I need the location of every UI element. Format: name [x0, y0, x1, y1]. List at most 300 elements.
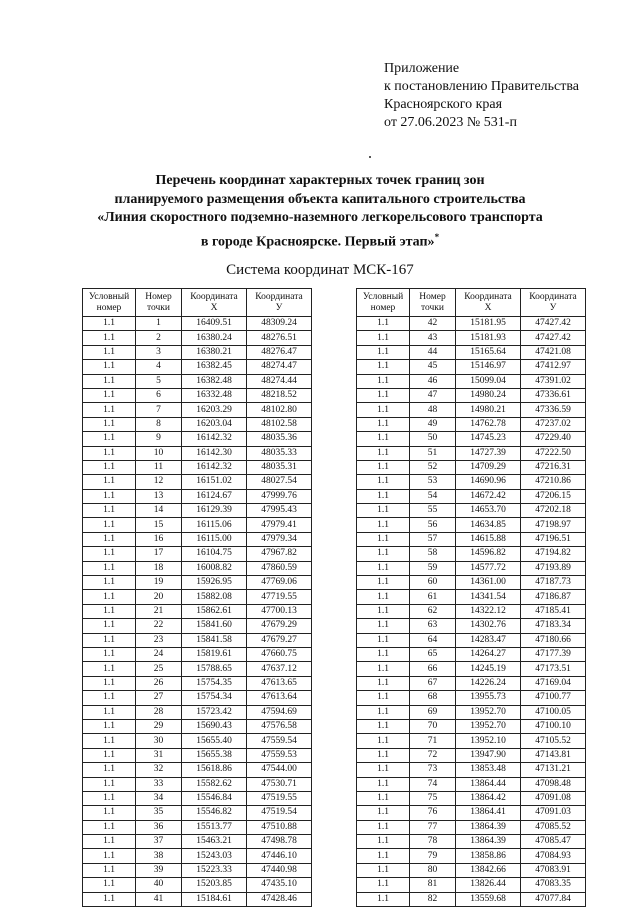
coordinate-y-cell: 47196.51: [521, 532, 586, 546]
coordinate-y-cell: 47186.87: [521, 590, 586, 604]
table-row: [83, 633, 312, 647]
coordinate-x-cell: 13842.66: [456, 863, 521, 877]
coordinate-y-cell: 48035.36: [247, 432, 312, 446]
point-number-cell: 7: [136, 403, 182, 417]
coordinate-x-cell: 16008.82: [182, 561, 247, 575]
coordinate-y-cell: 47194.82: [521, 547, 586, 561]
table-row: [357, 719, 586, 733]
zone-number-cell: 1.1: [357, 705, 410, 719]
coordinates-table-left: [82, 288, 312, 907]
coordinate-y-cell: 47679.29: [247, 619, 312, 633]
header-point-number: Номер точки: [410, 289, 456, 317]
coordinate-y-cell: 47446.10: [247, 849, 312, 863]
coordinate-x-cell: 15243.03: [182, 849, 247, 863]
coordinate-x-cell: 13853.48: [456, 763, 521, 777]
zone-number-cell: 1.1: [83, 806, 136, 820]
coordinate-y-cell: 47083.91: [521, 863, 586, 877]
zone-number-cell: 1.1: [357, 791, 410, 805]
table-header-row: [357, 289, 586, 317]
zone-number-cell: 1.1: [83, 561, 136, 575]
point-number-cell: 75: [410, 791, 456, 805]
point-number-cell: 41: [136, 892, 182, 906]
point-number-cell: 81: [410, 878, 456, 892]
point-number-cell: 60: [410, 576, 456, 590]
table-row: [357, 734, 586, 748]
coordinate-x-cell: 15546.82: [182, 806, 247, 820]
coordinate-y-cell: 48027.54: [247, 475, 312, 489]
coordinate-x-cell: 15181.95: [456, 317, 521, 331]
zone-number-cell: 1.1: [357, 734, 410, 748]
coordinate-y-cell: 48309.24: [247, 317, 312, 331]
table-row: [357, 820, 586, 834]
zone-number-cell: 1.1: [83, 360, 136, 374]
zone-number-cell: 1.1: [83, 892, 136, 906]
table-row: [83, 504, 312, 518]
coordinate-x-cell: 15841.58: [182, 633, 247, 647]
table-row: [83, 662, 312, 676]
point-number-cell: 78: [410, 835, 456, 849]
table-row: [83, 331, 312, 345]
coordinate-y-cell: 47979.41: [247, 518, 312, 532]
zone-number-cell: 1.1: [83, 748, 136, 762]
coordinate-x-cell: 15546.84: [182, 791, 247, 805]
coordinate-x-cell: 13864.39: [456, 835, 521, 849]
coordinate-y-cell: 47131.21: [521, 763, 586, 777]
zone-number-cell: 1.1: [83, 691, 136, 705]
coordinate-y-cell: 47085.47: [521, 835, 586, 849]
point-number-cell: 42: [410, 317, 456, 331]
point-number-cell: 38: [136, 849, 182, 863]
zone-number-cell: 1.1: [357, 547, 410, 561]
point-number-cell: 27: [136, 691, 182, 705]
point-number-cell: 44: [410, 345, 456, 359]
table-row: [83, 806, 312, 820]
point-number-cell: 30: [136, 734, 182, 748]
table-row: [83, 576, 312, 590]
point-number-cell: 76: [410, 806, 456, 820]
coordinate-y-cell: 47660.75: [247, 647, 312, 661]
zone-number-cell: 1.1: [357, 777, 410, 791]
coordinate-y-cell: 47498.78: [247, 835, 312, 849]
table-row: [83, 791, 312, 805]
coordinate-x-cell: 16142.32: [182, 432, 247, 446]
coordinate-x-cell: 16203.04: [182, 417, 247, 431]
point-number-cell: 79: [410, 849, 456, 863]
point-number-cell: 65: [410, 647, 456, 661]
zone-number-cell: 1.1: [357, 676, 410, 690]
table-body-left: [83, 317, 312, 907]
coordinate-x-cell: 16151.02: [182, 475, 247, 489]
header-zone-number: Условный номер: [357, 289, 410, 317]
coordinate-x-cell: 15582.62: [182, 777, 247, 791]
zone-number-cell: 1.1: [357, 619, 410, 633]
coordinate-y-cell: 47222.50: [521, 446, 586, 460]
coordinates-table-right: [356, 288, 586, 907]
coordinate-x-cell: 15926.95: [182, 576, 247, 590]
coordinate-y-cell: 47440.98: [247, 863, 312, 877]
coordinate-x-cell: 15618.86: [182, 763, 247, 777]
header-coordinate-x: Координата X: [182, 289, 247, 317]
coordinate-y-cell: 47237.02: [521, 417, 586, 431]
point-number-cell: 54: [410, 489, 456, 503]
point-number-cell: 6: [136, 388, 182, 402]
table-row: [357, 532, 586, 546]
coordinate-y-cell: 47719.55: [247, 590, 312, 604]
table-row: [83, 561, 312, 575]
zone-number-cell: 1.1: [83, 590, 136, 604]
coordinate-y-cell: 47180.66: [521, 633, 586, 647]
coordinate-y-cell: 47169.04: [521, 676, 586, 690]
coordinate-x-cell: 13864.39: [456, 820, 521, 834]
point-number-cell: 53: [410, 475, 456, 489]
table-row: [83, 489, 312, 503]
point-number-cell: 47: [410, 388, 456, 402]
coordinate-y-cell: 47435.10: [247, 878, 312, 892]
coordinate-y-cell: 47336.59: [521, 403, 586, 417]
point-number-cell: 56: [410, 518, 456, 532]
annex-line-1: Приложение: [384, 61, 460, 76]
coordinate-y-cell: 47519.54: [247, 806, 312, 820]
zone-number-cell: 1.1: [357, 475, 410, 489]
zone-number-cell: 1.1: [83, 791, 136, 805]
point-number-cell: 74: [410, 777, 456, 791]
table-row: [83, 820, 312, 834]
coordinate-y-cell: 47576.58: [247, 719, 312, 733]
point-number-cell: 68: [410, 691, 456, 705]
coordinate-x-cell: 14577.72: [456, 561, 521, 575]
zone-number-cell: 1.1: [357, 561, 410, 575]
coordinate-x-cell: 16380.24: [182, 331, 247, 345]
point-number-cell: 19: [136, 576, 182, 590]
coordinate-x-cell: 13955.73: [456, 691, 521, 705]
point-number-cell: 34: [136, 791, 182, 805]
zone-number-cell: 1.1: [357, 504, 410, 518]
coordinate-y-cell: 47613.65: [247, 676, 312, 690]
table-row: [83, 763, 312, 777]
table-row: [83, 403, 312, 417]
zone-number-cell: 1.1: [83, 676, 136, 690]
zone-number-cell: 1.1: [357, 532, 410, 546]
zone-number-cell: 1.1: [83, 719, 136, 733]
coordinate-x-cell: 16332.48: [182, 388, 247, 402]
coordinate-y-cell: 47412.97: [521, 360, 586, 374]
table-row: [83, 777, 312, 791]
footnote-mark: *: [434, 231, 440, 242]
coordinate-y-cell: 47427.42: [521, 331, 586, 345]
table-row: [357, 475, 586, 489]
point-number-cell: 31: [136, 748, 182, 762]
zone-number-cell: 1.1: [83, 647, 136, 661]
zone-number-cell: 1.1: [357, 489, 410, 503]
title-line-3: «Линия скоростного подземно-наземного легкорельсового транспорта: [97, 210, 543, 225]
header-point-number: Номер точки: [136, 289, 182, 317]
coordinate-y-cell: 47428.46: [247, 892, 312, 906]
coordinate-x-cell: 15184.61: [182, 892, 247, 906]
point-number-cell: 9: [136, 432, 182, 446]
coordinate-x-cell: 15181.93: [456, 331, 521, 345]
coordinate-y-cell: 48274.47: [247, 360, 312, 374]
coordinate-y-cell: 48102.80: [247, 403, 312, 417]
table-row: [357, 576, 586, 590]
table-row: [357, 619, 586, 633]
zone-number-cell: 1.1: [83, 849, 136, 863]
table-row: [83, 460, 312, 474]
table-row: [83, 835, 312, 849]
point-number-cell: 13: [136, 489, 182, 503]
table-body-right: [357, 317, 586, 907]
zone-number-cell: 1.1: [357, 460, 410, 474]
point-number-cell: 29: [136, 719, 182, 733]
table-row: [357, 878, 586, 892]
coordinate-x-cell: 16115.00: [182, 532, 247, 546]
coordinate-y-cell: 47083.35: [521, 878, 586, 892]
table-row: [83, 863, 312, 877]
zone-number-cell: 1.1: [357, 691, 410, 705]
coordinate-y-cell: 47206.15: [521, 489, 586, 503]
table-row: [357, 676, 586, 690]
point-number-cell: 24: [136, 647, 182, 661]
point-number-cell: 11: [136, 460, 182, 474]
table-row: [83, 619, 312, 633]
zone-number-cell: 1.1: [83, 604, 136, 618]
zone-number-cell: 1.1: [83, 460, 136, 474]
table-row: [357, 777, 586, 791]
point-number-cell: 20: [136, 590, 182, 604]
coordinate-y-cell: 47216.31: [521, 460, 586, 474]
table-row: [83, 518, 312, 532]
coordinate-y-cell: 47198.97: [521, 518, 586, 532]
zone-number-cell: 1.1: [357, 892, 410, 906]
coordinate-y-cell: 47967.82: [247, 547, 312, 561]
coordinate-y-cell: 47544.00: [247, 763, 312, 777]
stray-dot: [369, 156, 371, 158]
coordinate-x-cell: 16203.29: [182, 403, 247, 417]
coordinate-y-cell: 47594.69: [247, 705, 312, 719]
table-row: [83, 590, 312, 604]
title-line-4-wrap: [60, 228, 580, 252]
point-number-cell: 3: [136, 345, 182, 359]
table-row: [357, 374, 586, 388]
coordinate-x-cell: 16115.06: [182, 518, 247, 532]
coordinate-y-cell: 47183.34: [521, 619, 586, 633]
zone-number-cell: 1.1: [83, 374, 136, 388]
point-number-cell: 70: [410, 719, 456, 733]
coordinate-x-cell: 14653.70: [456, 504, 521, 518]
table-row: [83, 892, 312, 906]
header-coordinate-x: Координата X: [456, 289, 521, 317]
coordinate-y-cell: 47427.42: [521, 317, 586, 331]
coordinate-x-cell: 15146.97: [456, 360, 521, 374]
coordinate-x-cell: 16380.21: [182, 345, 247, 359]
coordinate-x-cell: 15463.21: [182, 835, 247, 849]
zone-number-cell: 1.1: [357, 662, 410, 676]
point-number-cell: 77: [410, 820, 456, 834]
table-row: [83, 604, 312, 618]
point-number-cell: 63: [410, 619, 456, 633]
point-number-cell: 62: [410, 604, 456, 618]
coordinate-y-cell: 47084.93: [521, 849, 586, 863]
point-number-cell: 52: [410, 460, 456, 474]
coordinate-x-cell: 15513.77: [182, 820, 247, 834]
coordinate-x-cell: 14690.96: [456, 475, 521, 489]
zone-number-cell: 1.1: [83, 489, 136, 503]
table-row: [357, 748, 586, 762]
table-row: [83, 676, 312, 690]
table-row: [83, 705, 312, 719]
coordinate-y-cell: 47185.41: [521, 604, 586, 618]
table-row: [357, 460, 586, 474]
coordinate-x-cell: 15841.60: [182, 619, 247, 633]
coordinate-y-cell: 47202.18: [521, 504, 586, 518]
point-number-cell: 45: [410, 360, 456, 374]
coordinate-x-cell: 15690.43: [182, 719, 247, 733]
point-number-cell: 36: [136, 820, 182, 834]
zone-number-cell: 1.1: [357, 331, 410, 345]
zone-number-cell: 1.1: [357, 835, 410, 849]
coordinate-x-cell: 14283.47: [456, 633, 521, 647]
table-row: [357, 705, 586, 719]
zone-number-cell: 1.1: [357, 317, 410, 331]
document-title: [60, 172, 580, 252]
point-number-cell: 5: [136, 374, 182, 388]
coordinate-x-cell: 16382.48: [182, 374, 247, 388]
table-row: [357, 489, 586, 503]
header-zone-number: Условный номер: [83, 289, 136, 317]
table-row: [357, 518, 586, 532]
table-row: [357, 417, 586, 431]
table-row: [83, 878, 312, 892]
point-number-cell: 51: [410, 446, 456, 460]
table-row: [357, 547, 586, 561]
zone-number-cell: 1.1: [83, 532, 136, 546]
coordinate-y-cell: 47769.06: [247, 576, 312, 590]
point-number-cell: 15: [136, 518, 182, 532]
coordinate-y-cell: 47193.89: [521, 561, 586, 575]
zone-number-cell: 1.1: [83, 475, 136, 489]
coordinate-x-cell: 14361.00: [456, 576, 521, 590]
table-row: [357, 863, 586, 877]
table-row: [357, 763, 586, 777]
table-row: [83, 719, 312, 733]
coordinate-x-cell: 14264.27: [456, 647, 521, 661]
zone-number-cell: 1.1: [83, 504, 136, 518]
zone-number-cell: 1.1: [357, 403, 410, 417]
table-row: [83, 345, 312, 359]
zone-number-cell: 1.1: [357, 806, 410, 820]
coordinate-x-cell: 14226.24: [456, 676, 521, 690]
table-row: [357, 403, 586, 417]
coordinate-x-cell: 15788.65: [182, 662, 247, 676]
coordinate-x-cell: 15819.61: [182, 647, 247, 661]
point-number-cell: 18: [136, 561, 182, 575]
table-row: [83, 475, 312, 489]
coordinate-x-cell: 15882.08: [182, 590, 247, 604]
point-number-cell: 35: [136, 806, 182, 820]
coordinate-y-cell: 48276.47: [247, 345, 312, 359]
coordinate-y-cell: 47143.81: [521, 748, 586, 762]
coordinate-y-cell: 48102.58: [247, 417, 312, 431]
zone-number-cell: 1.1: [357, 518, 410, 532]
point-number-cell: 32: [136, 763, 182, 777]
coordinate-y-cell: 47085.52: [521, 820, 586, 834]
point-number-cell: 10: [136, 446, 182, 460]
title-line-2: планируемого размещения объекта капитального строительства: [114, 191, 526, 207]
point-number-cell: 39: [136, 863, 182, 877]
point-number-cell: 80: [410, 863, 456, 877]
coordinate-x-cell: 15754.35: [182, 676, 247, 690]
zone-number-cell: 1.1: [357, 719, 410, 733]
table-row: [357, 892, 586, 906]
coordinate-y-cell: 47679.27: [247, 633, 312, 647]
coordinate-x-cell: 13864.42: [456, 791, 521, 805]
annex-line-2: к постановлению Правительства: [384, 79, 580, 94]
table-row: [357, 317, 586, 331]
annex-block: [384, 60, 579, 132]
table-row: [83, 388, 312, 402]
table-row: [357, 791, 586, 805]
zone-number-cell: 1.1: [83, 446, 136, 460]
coordinate-x-cell: 16142.30: [182, 446, 247, 460]
coordinate-system-caption: Система координат МСК-167: [226, 262, 414, 278]
coordinate-x-cell: 14322.12: [456, 604, 521, 618]
table-row: [357, 835, 586, 849]
coordinate-y-cell: 47229.40: [521, 432, 586, 446]
coordinate-y-cell: 47530.71: [247, 777, 312, 791]
zone-number-cell: 1.1: [83, 547, 136, 561]
coordinate-y-cell: 48218.52: [247, 388, 312, 402]
point-number-cell: 12: [136, 475, 182, 489]
coordinate-x-cell: 15754.34: [182, 691, 247, 705]
coordinate-x-cell: 15223.33: [182, 863, 247, 877]
zone-number-cell: 1.1: [357, 820, 410, 834]
point-number-cell: 23: [136, 633, 182, 647]
coordinate-y-cell: 47995.43: [247, 504, 312, 518]
point-number-cell: 82: [410, 892, 456, 906]
coordinate-y-cell: 47860.59: [247, 561, 312, 575]
zone-number-cell: 1.1: [357, 590, 410, 604]
table-row: [83, 317, 312, 331]
coordinate-x-cell: 13826.44: [456, 878, 521, 892]
table-row: [357, 849, 586, 863]
table-row: [83, 432, 312, 446]
point-number-cell: 25: [136, 662, 182, 676]
point-number-cell: 1: [136, 317, 182, 331]
zone-number-cell: 1.1: [83, 705, 136, 719]
point-number-cell: 61: [410, 590, 456, 604]
table-row: [83, 647, 312, 661]
zone-number-cell: 1.1: [357, 360, 410, 374]
coordinate-y-cell: 48035.31: [247, 460, 312, 474]
coordinate-x-cell: 13864.44: [456, 777, 521, 791]
table-row: [83, 547, 312, 561]
table-row: [83, 417, 312, 431]
coordinate-y-cell: 47177.39: [521, 647, 586, 661]
coordinate-x-cell: 14762.78: [456, 417, 521, 431]
zone-number-cell: 1.1: [83, 734, 136, 748]
zone-number-cell: 1.1: [357, 576, 410, 590]
coordinate-y-cell: 47421.08: [521, 345, 586, 359]
point-number-cell: 33: [136, 777, 182, 791]
coordinate-x-cell: 14980.21: [456, 403, 521, 417]
table-row: [357, 633, 586, 647]
coordinate-y-cell: 47336.61: [521, 388, 586, 402]
coordinate-x-cell: 13947.90: [456, 748, 521, 762]
point-number-cell: 71: [410, 734, 456, 748]
coordinate-x-cell: 15099.04: [456, 374, 521, 388]
coordinate-x-cell: 16409.51: [182, 317, 247, 331]
zone-number-cell: 1.1: [83, 432, 136, 446]
coordinate-x-cell: 13559.68: [456, 892, 521, 906]
